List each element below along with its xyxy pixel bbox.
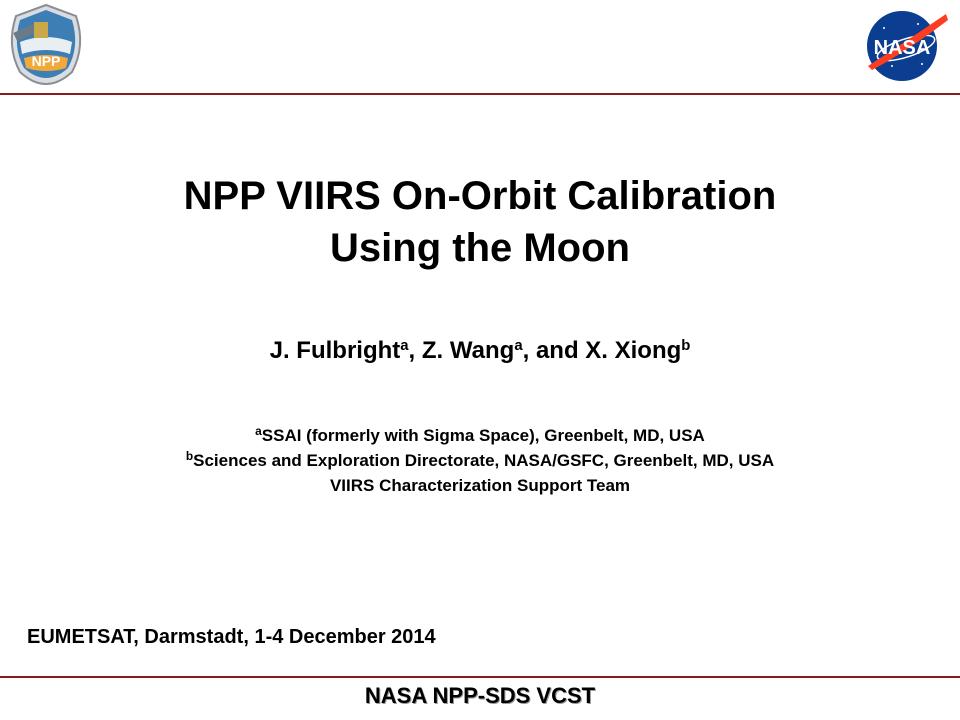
title-line-2: Using the Moon [330, 226, 630, 270]
author-affiliation-mark: a [400, 337, 409, 354]
author-name: Z. Wang [421, 337, 515, 364]
affiliation-text: SSAI (formerly with Sigma Space), Greenbelt, MD, USA [261, 426, 705, 445]
npp-mission-logo [4, 2, 88, 86]
author-list [0, 334, 960, 368]
footer-divider [0, 676, 960, 678]
team-name: VIIRS Characterization Support Team [329, 476, 631, 495]
venue-date: EUMETSAT, Darmstadt, 1-4 December 2014 [27, 626, 436, 648]
title-line-1: NPP VIIRS On-Orbit Calibration [183, 174, 777, 218]
affiliation-mark: a [255, 424, 262, 439]
header-divider [0, 93, 960, 95]
affiliation-mark: b [185, 449, 194, 464]
footer-label: NASA NPP-SDS VCST [364, 683, 596, 708]
affiliation-b [0, 448, 960, 473]
author-affiliation-mark: b [681, 337, 691, 354]
nasa-logo [862, 8, 948, 84]
affiliation-a [0, 423, 960, 448]
nasa-logo-text: NASA [873, 37, 931, 59]
author-name: X. Xiong [585, 337, 682, 364]
affiliation-text: Sciences and Exploration Directorate, NASA/GSFC, Greenbelt, MD, USA [193, 451, 775, 470]
affiliations [0, 423, 960, 498]
author-separator: , [408, 337, 422, 364]
author-affiliation-mark: a [514, 337, 523, 354]
author-name: J. Fulbright [269, 337, 401, 364]
npp-logo-text: NPP [31, 53, 61, 69]
author-separator: , and [522, 337, 586, 364]
slide-title [0, 170, 960, 274]
